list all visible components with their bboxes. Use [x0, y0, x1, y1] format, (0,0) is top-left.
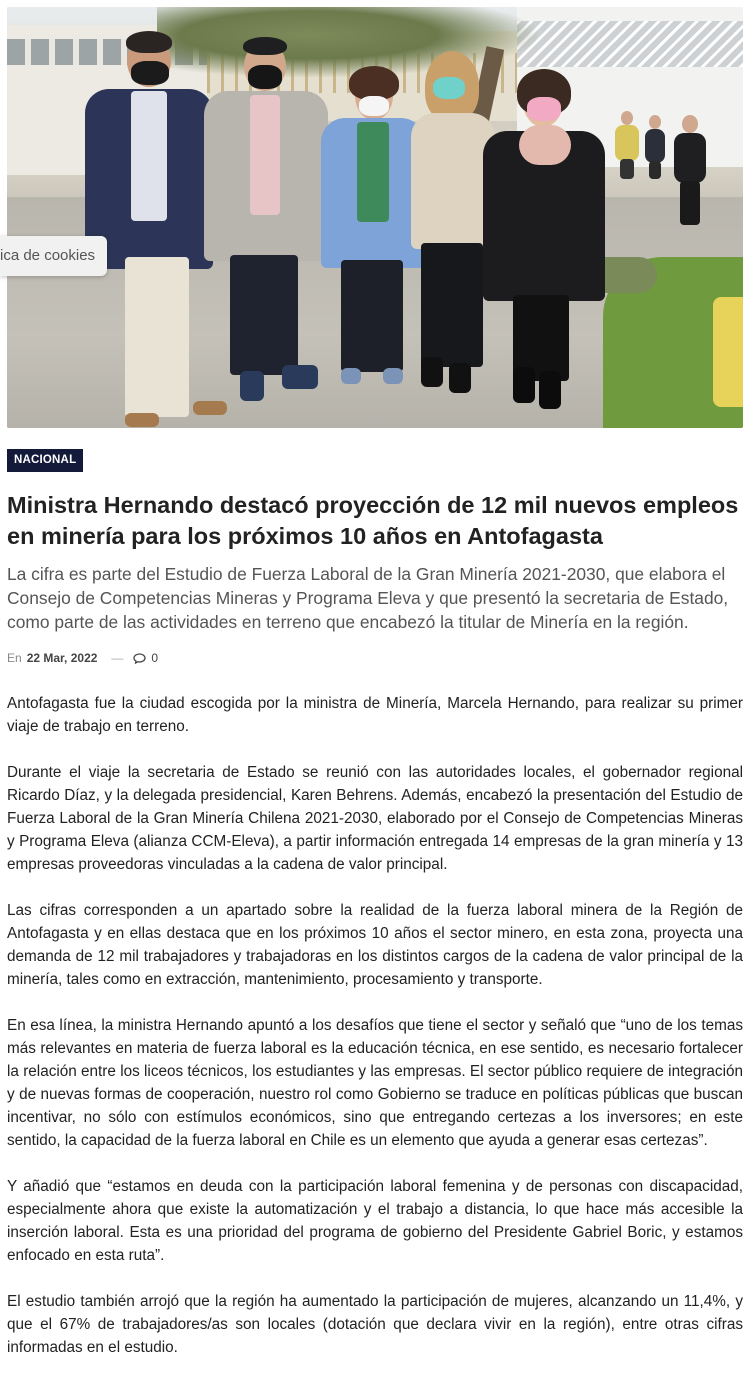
article-paragraph: El estudio también arrojó que la región ha aumentado la participación de mujeres, alcanzando un 11,4%, y que el 67% de trabajadores/as son locales (dotación que declara vivir en la región), entre otras cifras informadas en el estudio. [7, 1293, 743, 1356]
hero-image [7, 7, 743, 428]
background-person [643, 115, 667, 179]
cookie-policy-tab[interactable]: ica de cookies [0, 236, 107, 276]
article-subtitle: La cifra es parte del Estudio de Fuerza Laboral de la Gran Minería 2021-2030, que elabora el Consejo de Competencias Mineras y Programa Eleva y que presentó la secretaria de Estado, como parte de las actividades en terreno que encabezó la titular de Minería en la región. [7, 564, 729, 632]
meta-separator: — [111, 651, 124, 665]
person-5 [483, 67, 605, 417]
person-2 [200, 35, 330, 415]
article-meta [7, 650, 158, 666]
publish-date[interactable]: 22 Mar, 2022 [26, 651, 98, 665]
meta-prefix: En [7, 651, 22, 665]
background-person [670, 115, 710, 230]
comments-link[interactable] [133, 651, 158, 665]
comment-count: 0 [151, 651, 159, 665]
article-paragraph: Las cifras corresponden a un apartado sobre la realidad de la fuerza laboral minera de la Región de Antofagasta y en ellas destaca que en los próximos 10 años el sector minero, en esta zona, proyecta una demanda de 12 mil trabajadores y trabajadoras en los distintos cargos de la cadena de valor principal de la minería, tales como en extracción, mantenimiento, procesamiento y transporte. [7, 902, 743, 988]
category-badge[interactable]: NACIONAL [7, 449, 83, 472]
article-title: Ministra Hernando destacó proyección de 12 mil nuevos empleos en minería para los próximos 10 años en Antofagasta [7, 492, 739, 549]
article-paragraph: Durante el viaje la secretaria de Estado se reunió con las autoridades locales, el gobernador regional Ricardo Díaz, y la delegada presidencial, Karen Behrens. Además, encabezó la presentación del Estudio de Fuerza Laboral de la Gran Minería Chilena 2021-2030, elaborado por el Consejo de Competencias Mineras y Programa Eleva (alianza CCM-Eleva), a partir información entregada 14 empresas de la gran minería y 13 empresas proveedoras vinculadas a la cadena de valor principal. [7, 764, 743, 873]
background-person [613, 111, 641, 181]
article-paragraph: Y añadió que “estamos en deuda con la participación laboral femenina y de personas con discapacidad, especialmente ahora que existe la automatización y el trabajo a distancia, lo que hace más accesible la inserción laboral. Esta es una prioridad del programa de gobierno del Presidente Gabriel Boric, y estamos enfocado en esta ruta”. [7, 1178, 743, 1264]
article-body [7, 692, 743, 1382]
hero-yellow-pillar [713, 297, 743, 407]
comment-bubble-icon [133, 653, 146, 664]
article-paragraph: Antofagasta fue la ciudad escogida por la ministra de Minería, Marcela Hernando, para realizar su primer viaje de trabajo en terreno. [7, 695, 743, 735]
person-1 [79, 29, 219, 428]
article-paragraph: En esa línea, la ministra Hernando apuntó a los desafíos que tiene el sector y señaló que “uno de los temas más relevantes en materia de fuerza laboral es la educación técnica, en ese sentido, es necesario fortalecer la relación entre los liceos técnicos, los estudiantes y las empresas. El sector público requiere de integración y de nuevas formas de cooperación, nuestro rol como Gobierno se traduce en políticas públicas que buscan incentivar, no sólo con estímulos económicos, sino que entregando certezas a los inversores; en este sentido, la capacidad de la fuerza laboral en Chile es un elemento que ayuda a generar esas certezas”. [7, 1017, 743, 1149]
